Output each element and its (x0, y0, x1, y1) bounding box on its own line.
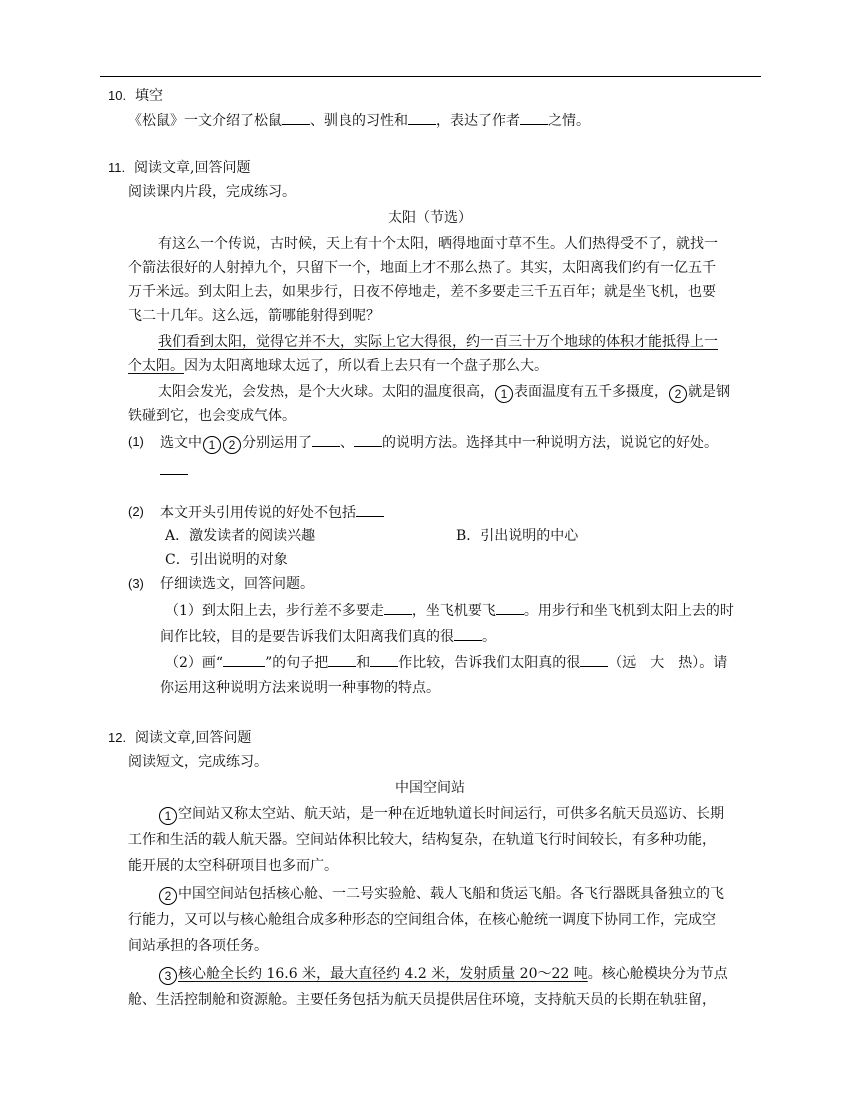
q11-s3-line: （1）到太阳上去，步行差不多要走 ，坐飞机要飞 。用步行和坐飞机到太阳上去的时 (165, 600, 734, 621)
q11-p2-line: 个太阳。因为太阳离地球太远了，所以看上去只有一个盘子那么大。 (128, 358, 548, 374)
q11-s2-line: 本文开头引用传说的好处不包括 (160, 502, 384, 523)
answer-blank[interactable] (223, 652, 265, 667)
q12-p2-line: 行能力，又可以与核心舱组合成多种形态的空间组合体，在核心舱统一调度下协同工作，完成空 (128, 912, 716, 928)
answer-blank[interactable] (354, 432, 382, 447)
q12-p3-line: 3 核心舱全长约 16.6 米，最大直径约 4.2 米，发射质量 20～22 吨。核心舱模块分为节点 (158, 964, 728, 985)
q12-p2-line: 2 中国空间站包括核心舱、一二号实验舱、载人飞船和货运飞船。各飞行器既具备独立的飞 (158, 884, 724, 905)
answer-blank[interactable] (520, 110, 548, 125)
option-c[interactable]: C．引出说明的对象 (165, 552, 288, 568)
q12-heading-text: 阅读文章,回答问题 (134, 730, 252, 746)
answer-blank[interactable] (408, 110, 436, 125)
circled-number: 1 (203, 436, 221, 454)
sub-number: (1) (128, 434, 144, 449)
sub-number: (2) (128, 504, 144, 519)
option-a[interactable]: A．激发读者的阅读兴趣 (165, 528, 316, 544)
q11-number: 11. (108, 160, 126, 175)
answer-blank[interactable] (580, 652, 608, 667)
q12-heading (108, 728, 251, 748)
q11-p3-line: 太阳会发光，会发热，是个大火球。太阳的温度很高， 1 表面温度有五千多摄度， 2 就是钢 (158, 384, 730, 401)
circled-number: 1 (159, 807, 177, 825)
sub-number: (3) (128, 576, 144, 591)
q11-heading (108, 158, 250, 178)
answer-blank[interactable] (282, 110, 310, 125)
option-b[interactable]: B．引出说明的中心 (456, 528, 579, 544)
q11-p1-line: 万千米远。到太阳上去，如果步行，日夜不停地走，差不多要走三千五百年；就是坐飞机，也要 (128, 284, 716, 300)
q12-intro: 阅读短文，完成练习。 (128, 754, 268, 770)
q10-number: 10. (108, 88, 127, 103)
q10-line: 《松鼠》一文介绍了松鼠 、驯良的习性和 ，表达了作者 之情。 (128, 110, 590, 131)
q12-p1-line: 1 空间站又称太空站、航天站，是一种在近地轨道长时间运行，可供多名航天员巡访、长期 (158, 804, 724, 825)
q12-passage-title: 中国空间站 (395, 780, 465, 796)
answer-blank[interactable] (384, 600, 412, 615)
q11-heading-text: 阅读文章,回答问题 (134, 160, 251, 176)
q11-s3-line: 仔细读选文，回答问题。 (160, 576, 314, 592)
q11-p1-line: 飞二十几年。这么远，箭哪能射得到呢？ (128, 308, 380, 324)
circled-number: 2 (159, 887, 177, 905)
q10-heading (108, 86, 163, 106)
answer-blank[interactable] (328, 652, 356, 667)
q11-s3-line: 间作比较，目的是要告诉我们太阳离我们真的很 。 (160, 626, 496, 647)
header-rule (100, 76, 761, 77)
q11-p3-line: 铁碰到它，也会变成气体。 (128, 408, 296, 424)
q12-number: 12. (108, 730, 127, 745)
q11-passage-title: 太阳（节选） (388, 210, 472, 226)
circled-number: 2 (669, 385, 687, 403)
circled-number: 3 (159, 967, 177, 985)
q10-heading-text: 填空 (134, 88, 163, 104)
circled-number: 2 (223, 436, 241, 454)
q12-p3-line: 舱、生活控制舱和资源舱。主要任务包括为航天员提供居住环境，支持航天员的长期在轨驻留， (128, 992, 716, 1008)
answer-blank[interactable] (160, 474, 188, 475)
answer-blank[interactable] (356, 502, 384, 517)
q11-s1-line: 选文中 1 2 分别运用了 、 的说明方法。选择其中一种说明方法，说说它的好处。 (160, 432, 718, 454)
q11-s3-line: （2）画“ ”的句子把 和 作比较，告诉我们太阳真的很 （远 大 热）。请 (165, 652, 727, 673)
answer-blank[interactable] (370, 652, 398, 667)
answer-blank[interactable] (496, 600, 524, 615)
q12-p1-line: 能开展的太空科研项目也多而广。 (128, 858, 338, 874)
q12-p1-line: 工作和生活的载人航天器。空间站体积比较大，结构复杂，在轨道飞行时间较长，有多种功能， (128, 832, 716, 848)
q11-p1-line: 个箭法很好的人射掉九个，只留下一个，地面上才不那么热了。其实，太阳离我们约有一亿五千 (128, 260, 716, 276)
q11-p1-line: 有这么一个传说，古时候，天上有十个太阳，晒得地面寸草不生。人们热得受不了，就找一 (158, 236, 718, 252)
q11-p2-underlined: 我们看到太阳，觉得它并不大，实际上它大得很，约一百三十万个地球的体积才能抵得上一 (158, 334, 718, 350)
q11-intro: 阅读课内片段，完成练习。 (128, 184, 296, 200)
answer-blank[interactable] (312, 432, 340, 447)
q12-p2-line: 间站承担的各项任务。 (128, 938, 268, 954)
q11-s3-line: 你运用这种说明方法来说明一种事物的特点。 (160, 680, 440, 696)
answer-blank[interactable] (454, 626, 482, 641)
circled-number: 1 (495, 385, 513, 403)
